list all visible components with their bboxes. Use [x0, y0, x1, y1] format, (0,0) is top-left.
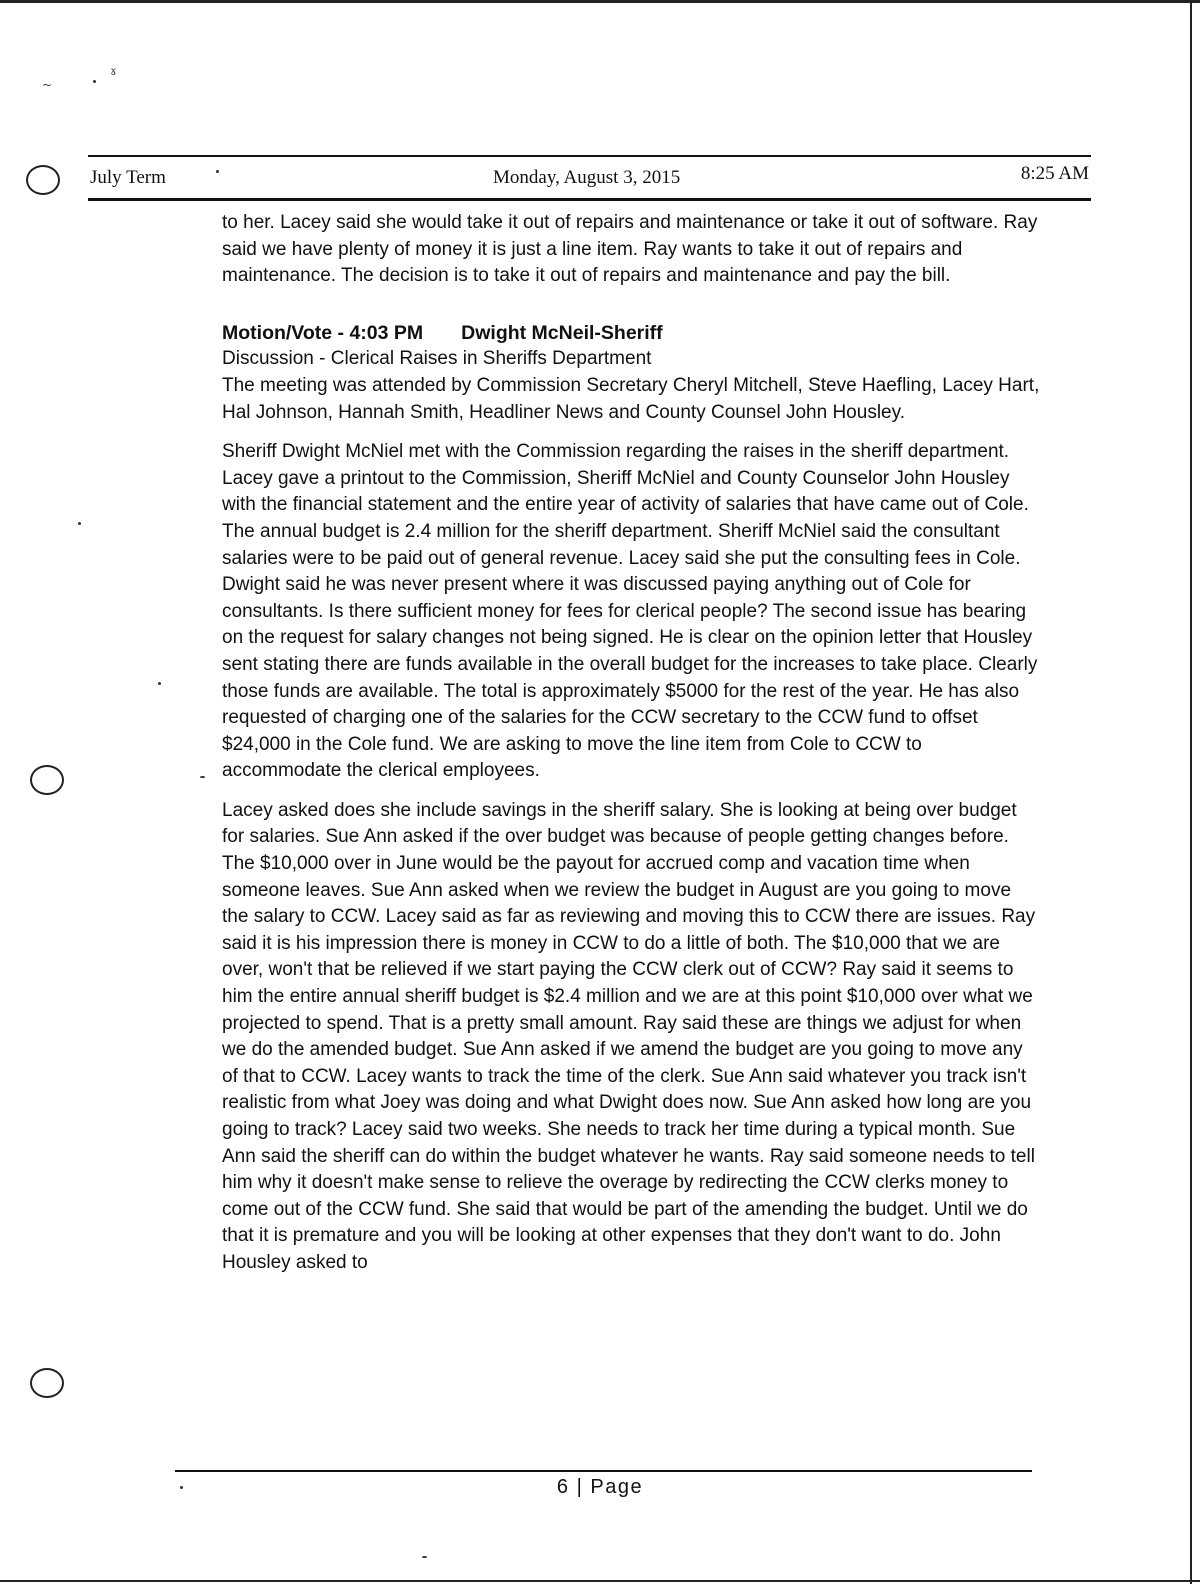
discussion-line: Discussion - Clerical Raises in Sheriffs Department: [222, 348, 652, 370]
body-paragraph: Sheriff Dwight McNiel met with the Commission regarding the raises in the sheriff department. Lacey gave a printout to the Commission, Sheriff McNiel and County Counselor John Housley with the financial statement and the entire year of activity of salaries that have came out of Cole. The annual budget is 2.4 million for the sheriff department. Sheriff McNiel said the consultant salaries were to be paid out of general revenue. Lacey said she put the consulting fees in Cole. Dwight said he was never present where it was discussed paying anything out of Cole for consultants. Is there sufficient money for fees for clerical people? The second issue has bearing on the request for salary changes not being signed. He is clear on the opinion letter that Housley sent stating there are funds available in the overall budget for the increases to take place. Clearly those funds are available. The total is approximately $5000 for the rest of the year. He has also requested of charging one of the salaries for the CCW secretary to the CCW fund to offset $24,000 in the Cole fund. We are asking to move the line item from Cole to CCW to accommodate the clerical employees.: [222, 441, 1038, 782]
motion-heading: [222, 320, 1042, 347]
header-rule-bottom: [88, 198, 1091, 201]
scan-right-border: [1190, 0, 1192, 1584]
minutes-body: [222, 210, 1042, 1290]
scan-bottom-border: [0, 1580, 1200, 1582]
intro-paragraph: to her. Lacey said she would take it out of repairs and maintenance or take it out of software. Ray said we have plenty of money it is just a line item. Ray wants to take it out of repairs and maintenance. The decision is to take it out of repairs and maintenance and pay the bill.: [222, 212, 1038, 287]
attendance-paragraph: The meeting was attended by Commission Secretary Cheryl Mitchell, Steve Haefling, Lacey Hart, Hal Johnson, Hannah Smith, Headliner News and County Counsel John Housley.: [222, 374, 1040, 423]
header-term: July Term: [90, 167, 166, 188]
header-time: 8:25 AM: [1020, 163, 1089, 184]
binder-hole-top: [26, 165, 60, 195]
body-paragraph: Lacey asked does she include savings in the sheriff salary. She is looking at being over budget for salaries. Sue Ann asked if the over budget was because of people getting changes before. The $10,000 over in June would be the payout for accrued comp and vacation time when someone leaves. Sue Ann asked when we review the budget in August are you going to move the salary to CCW. Lacey said as far as reviewing and moving this to CCW there are issues. Ray said it is his impression there is money in CCW to do a little of both. The $10,000 that we are over, won't that be relieved if we start paying the CCW clerk out of CCW? Ray said it seems to him the entire annual sheriff budget is $2.4 million and we are at this point $10,000 over what we projected to spend. That is a pretty small amount. Ray said these are things we adjust for when we do the amended budget. Sue Ann asked if we amend the budget are you going to move any of that to CCW. Lacey wants to track the time of the clerk. Sue Ann said whatever you track isn't realistic from what Joey was doing and what Dwight does now. Sue Ann asked how long are you going to track? Lacey said two weeks. She needs to track her time during a typical month. Sue Ann said the sheriff can do within the budget whatever he wants. Ray said someone needs to tell him why it doesn't make sense to relieve the overage by redirecting the CCW clerks money to come out of the CCW fund. She said that would be part of the amending the budget. Until we do that it is premature and you will be looking at other expenses that they don't want to do. John Housley asked to: [222, 799, 1036, 1273]
scan-speck: ~: [42, 78, 53, 92]
scan-speck: ɤ: [110, 64, 117, 78]
scan-top-border: [0, 0, 1200, 3]
header-date: Monday, August 3, 2015: [493, 167, 681, 188]
header-rule-top: [88, 155, 1091, 157]
binder-hole-bottom: [30, 1368, 64, 1398]
page-header: [88, 155, 1091, 201]
motion-label: Motion/Vote - 4:03 PM: [222, 321, 424, 344]
footer-rule: [175, 1470, 1032, 1472]
motion-speaker: Dwight McNeil-Sheriff: [461, 321, 663, 344]
scan-speck: [200, 776, 205, 778]
scan-speck: [422, 1556, 427, 1558]
scan-speck: [78, 522, 81, 525]
page-number: 6 | Page: [556, 1476, 644, 1498]
scan-speck: [158, 682, 161, 685]
scan-speck: [93, 80, 96, 83]
binder-hole-middle: [30, 765, 64, 795]
